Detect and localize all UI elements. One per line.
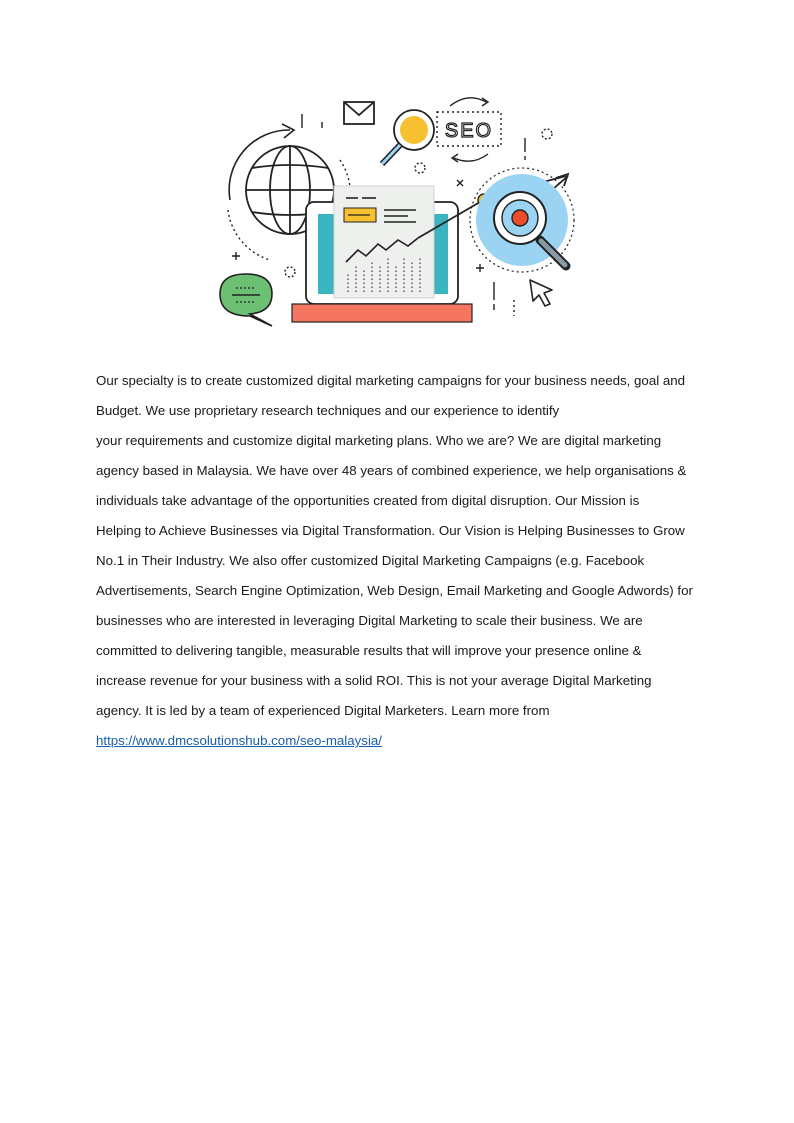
body-line: your requirements and customize digital marketing plans. Who we are? We are digital marketing: [96, 433, 662, 448]
body-line: businesses who are interested in leveraging Digital Marketing to scale their business. We are: [96, 613, 643, 628]
laptop-icon: [292, 186, 472, 322]
seo-malaysia-link[interactable]: https://www.dmcsolutionshub.com/seo-malaysia/: [96, 733, 382, 748]
body-line: committed to delivering tangible, measurable results that will improve your presence online &: [96, 643, 642, 658]
body-line: agency based in Malaysia. We have over 48 years of combined experience, we help organisations &: [96, 463, 687, 478]
body-line: individuals take advantage of the opportunities created from digital disruption. Our Mission is: [96, 493, 640, 508]
envelope-icon: [344, 102, 374, 124]
body-line: Our specialty is to create customized digital marketing campaigns for your business needs, goal and: [96, 373, 686, 388]
target-magnifier-icon: [470, 168, 574, 272]
body-paragraph: [96, 366, 736, 756]
chat-bubble-icon: [220, 274, 272, 326]
body-line: No.1 in Their Industry. We also offer customized Digital Marketing Campaigns (e.g. Facebook: [96, 553, 645, 568]
seo-label: SEO: [444, 120, 494, 142]
magnifier-icon: [382, 110, 434, 164]
seo-illustration: [210, 90, 590, 330]
body-line: Advertisements, Search Engine Optimization, Web Design, Email Marketing and Google Adwords) for: [96, 583, 693, 598]
cursor-icon: [530, 280, 552, 306]
seo-badge: [437, 98, 501, 162]
body-line: increase revenue for your business with a solid ROI. This is not your average Digital Marketing: [96, 673, 652, 688]
body-line: Helping to Achieve Businesses via Digital Transformation. Our Vision is Helping Businesses to Grow: [96, 523, 685, 538]
body-line: agency. It is led by a team of experienced Digital Marketers. Learn more from: [96, 703, 550, 718]
body-line: Budget. We use proprietary research techniques and our experience to identify: [96, 403, 560, 418]
